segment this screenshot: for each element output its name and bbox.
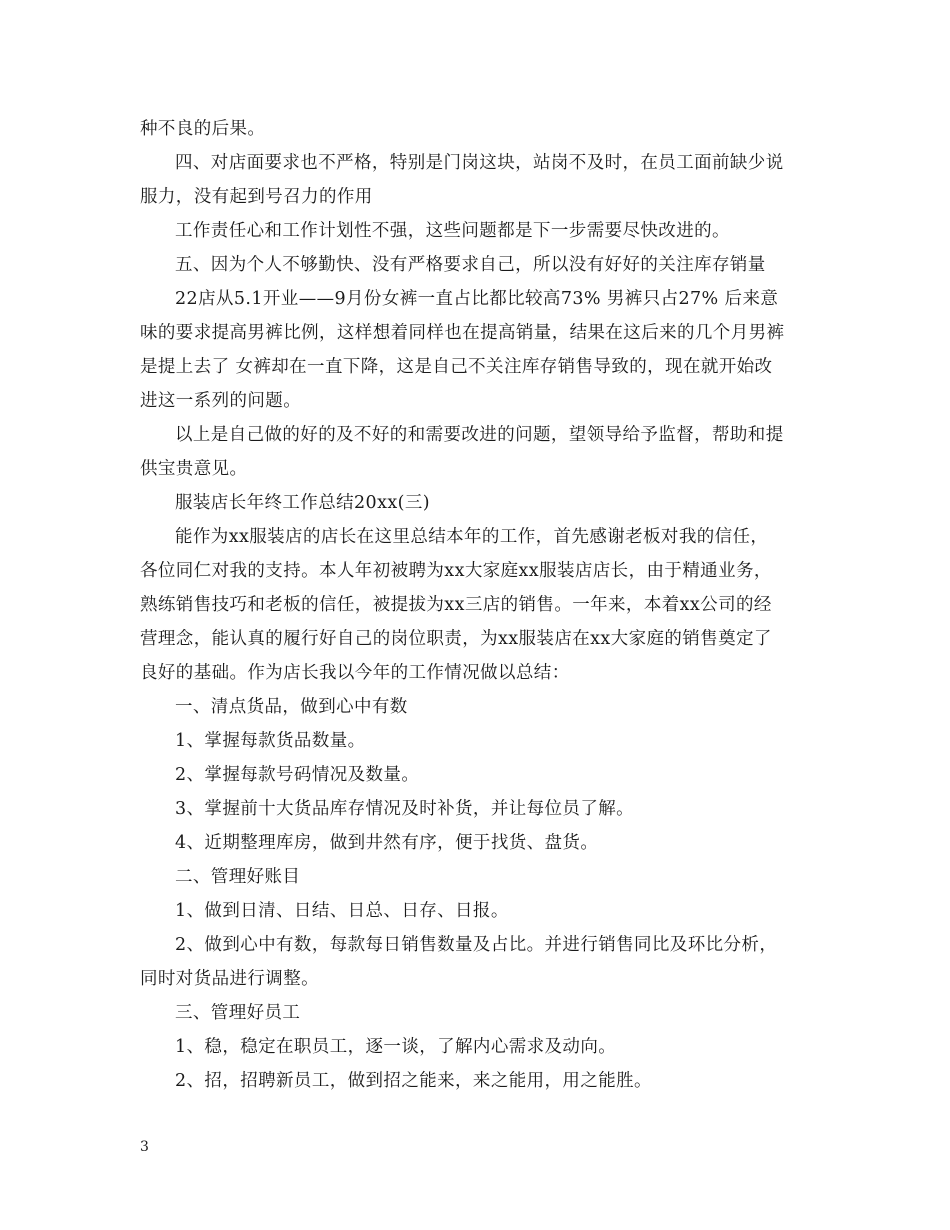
text-line: 熟练销售技巧和老板的信任，被提拔为xx三店的销售。一年来，本着xx公司的经	[140, 595, 772, 615]
text-line: 4、近期整理库房，做到井然有序，便于找货、盘货。	[175, 833, 599, 853]
text-line: 以上是自己做的好的及不好的和需要改进的问题，望领导给予监督，帮助和提	[175, 425, 784, 445]
text-line: 1、做到日清、日结、日总、日存、日报。	[175, 901, 509, 921]
text-line: 22店从5.1开业——9月份女裤一直占比都比较高73% 男裤只占27% 后来意	[175, 289, 779, 309]
text-line: 同时对货品进行调整。	[140, 969, 319, 989]
page-number: 3	[140, 1139, 149, 1155]
text-line: 各位同仁对我的支持。本人年初被聘为xx大家庭xx服装店店长，由于精通业务，	[140, 561, 772, 581]
text-line: 营理念，能认真的履行好自己的岗位职责，为xx服装店在xx大家庭的销售奠定了	[140, 629, 772, 649]
document-body	[140, 112, 812, 1098]
text-line: 五、因为个人不够勤快、没有严格要求自己，所以没有好好的关注库存销量	[175, 255, 766, 275]
text-line: 2、掌握每款号码情况及数量。	[175, 765, 420, 785]
text-line: 工作责任心和工作计划性不强，这些问题都是下一步需要尽快改进的。	[175, 221, 730, 241]
text-line: 3、掌握前十大货品库存情况及时补货，并让每位员了解。	[175, 799, 635, 819]
text-line: 四、对店面要求也不严格，特别是门岗这块，站岗不及时，在员工面前缺少说	[175, 153, 784, 173]
text-line: 进这一系列的问题。	[140, 391, 302, 411]
text-line: 供宝贵意见。	[140, 459, 248, 479]
text-line: 1、掌握每款货品数量。	[175, 731, 366, 751]
text-line: 良好的基础。作为店长我以今年的工作情况做以总结：	[140, 663, 570, 683]
text-line: 是提上去了 女裤却在一直下降，这是自己不关注库存销售导致的，现在就开始改	[140, 357, 773, 377]
text-line: 服装店长年终工作总结20xx(三)	[175, 493, 430, 513]
text-line: 二、管理好账目	[175, 867, 301, 887]
text-line: 2、做到心中有数，每款每日销售数量及占比。并进行销售同比及环比分析，	[175, 935, 778, 955]
text-line: 三、管理好员工	[175, 1003, 301, 1023]
text-line: 种不良的后果。	[140, 119, 266, 139]
text-line: 一、清点货品，做到心中有数	[175, 697, 408, 717]
text-line: 能作为xx服装店的店长在这里总结本年的工作，首先感谢老板对我的信任，	[175, 527, 769, 547]
text-line: 1、稳，稳定在职员工，逐一谈，了解内心需求及动向。	[175, 1037, 617, 1057]
text-line: 服力，没有起到号召力的作用	[140, 187, 373, 207]
text-line: 味的要求提高男裤比例，这样想着同样也在提高销量，结果在这后来的几个月男裤	[140, 323, 785, 343]
text-line: 2、招，招聘新员工，做到招之能来，来之能用，用之能胜。	[175, 1071, 652, 1091]
